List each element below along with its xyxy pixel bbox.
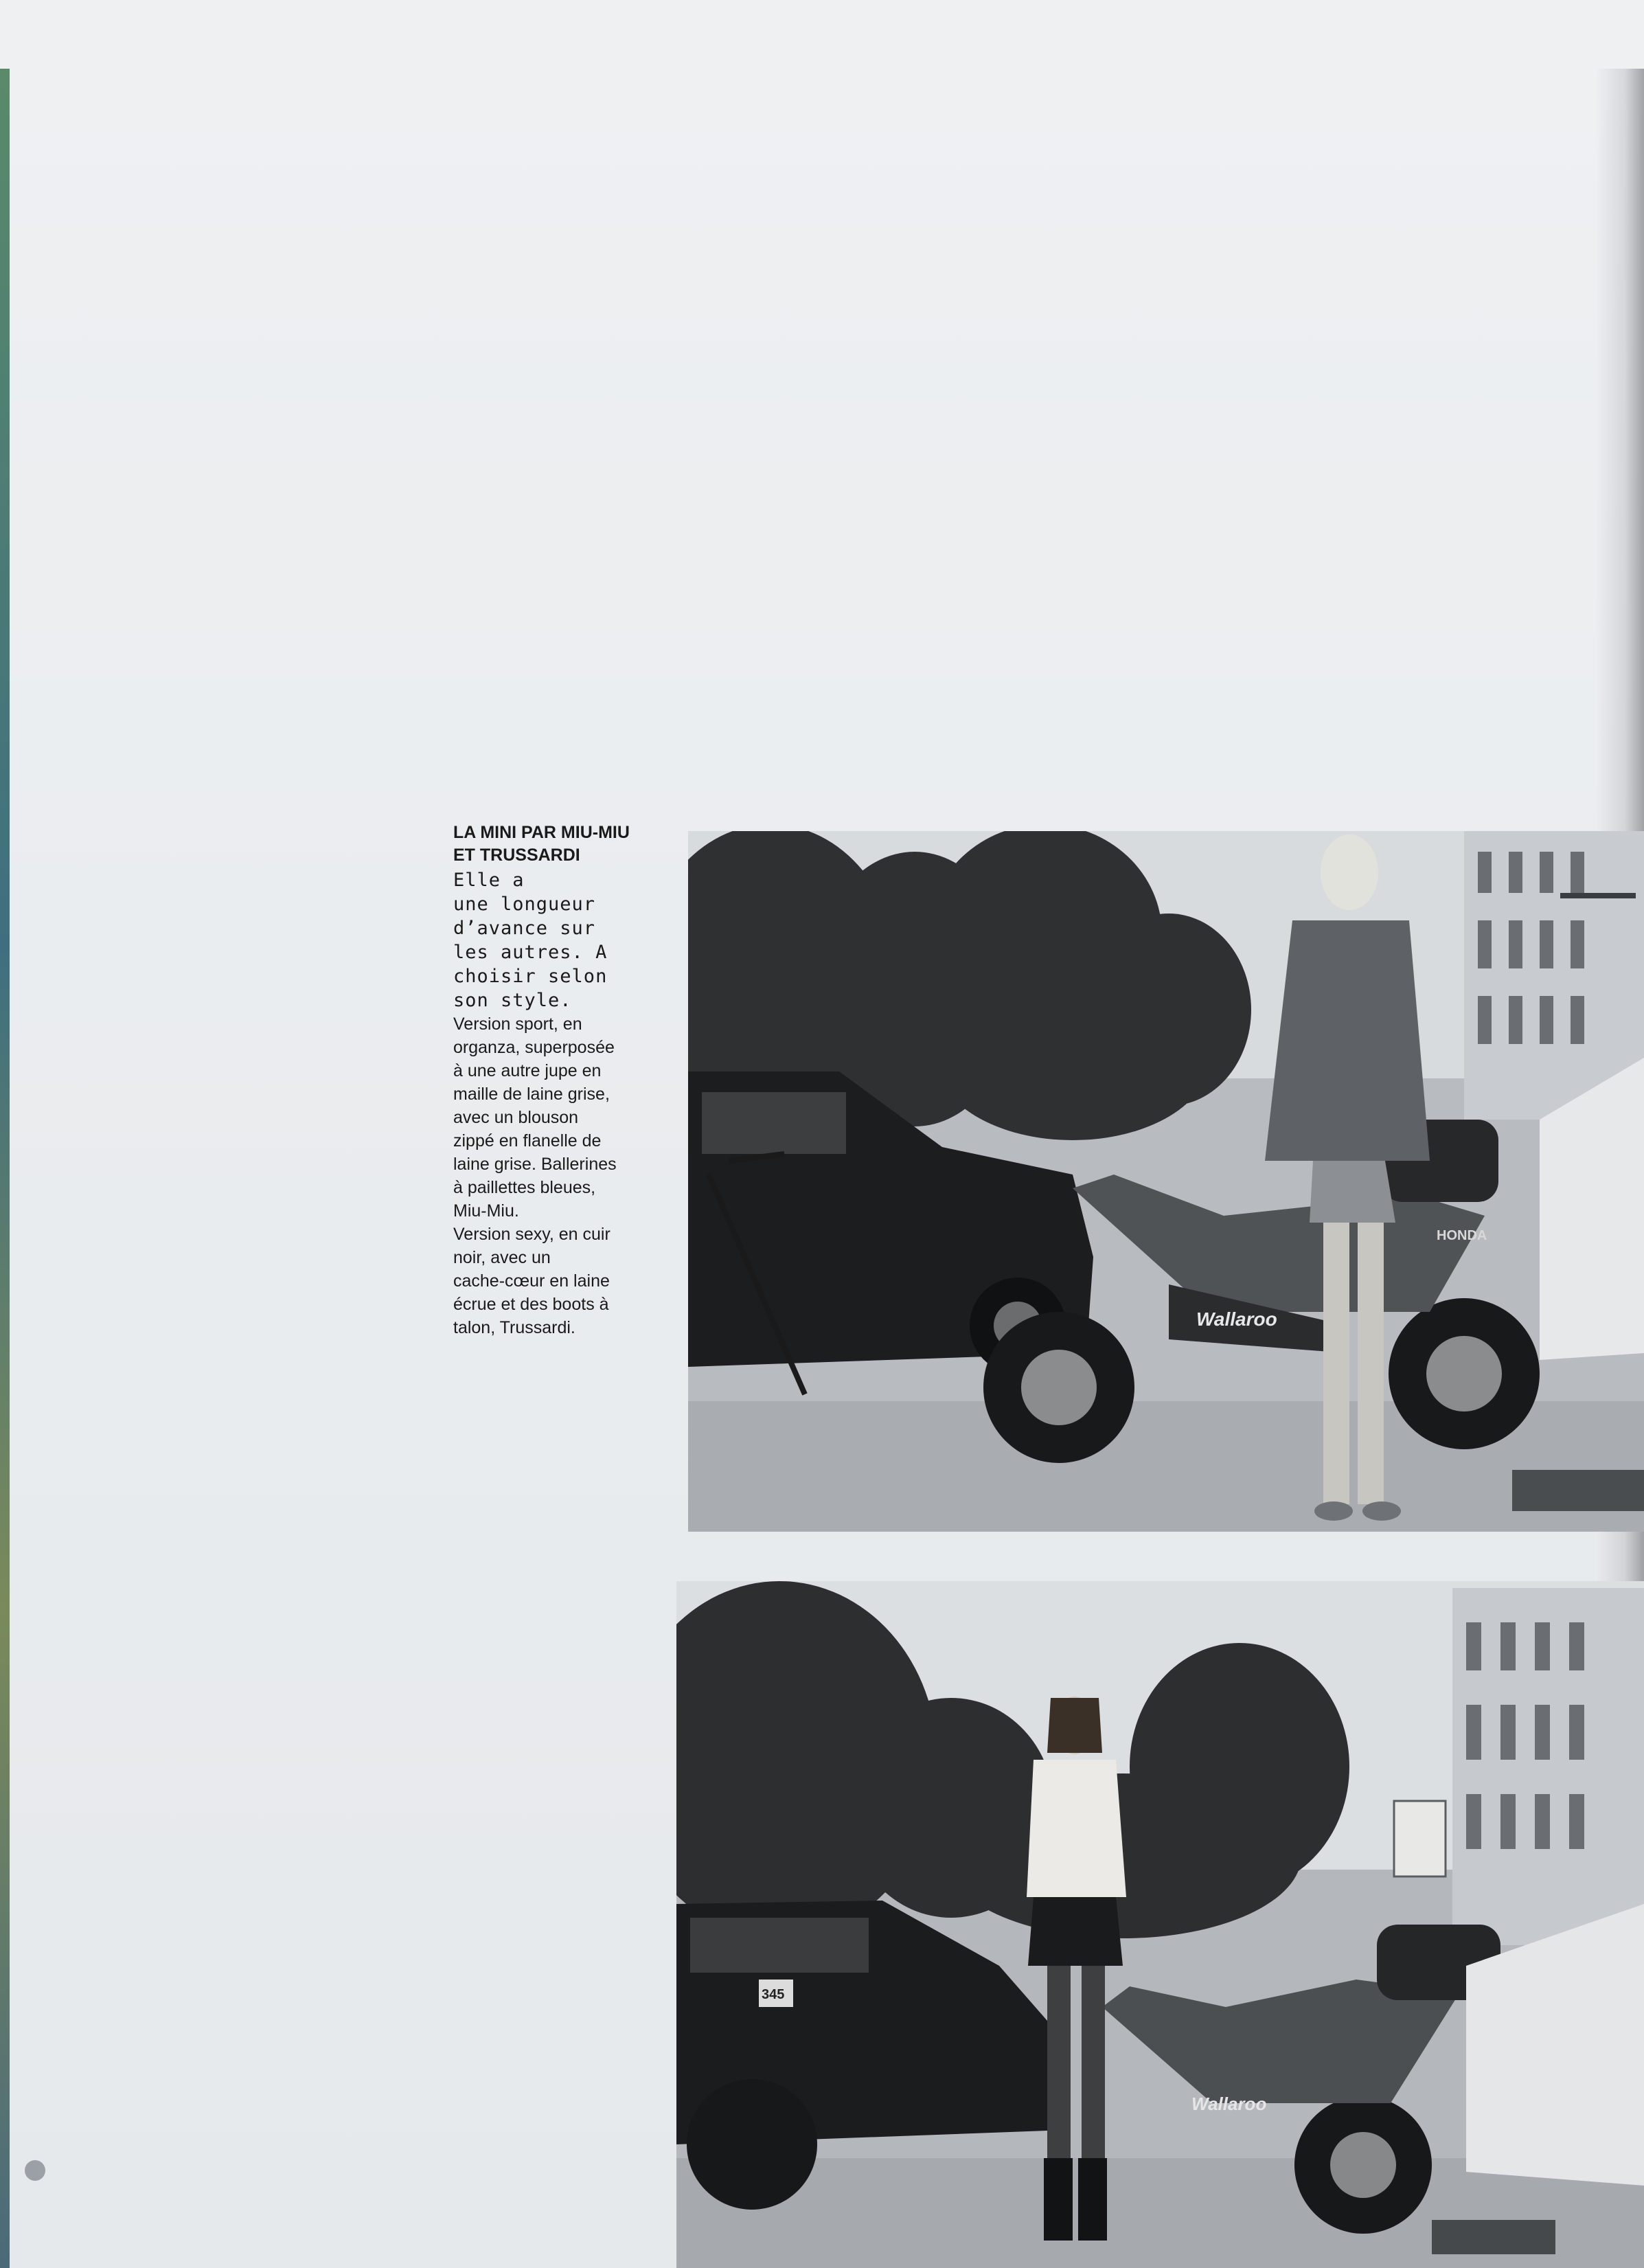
caption-body-line: noir, avec un: [453, 1248, 551, 1267]
caption-body-line: zippé en flanelle de: [453, 1131, 602, 1150]
caption-body-line: à une autre jupe en: [453, 1061, 602, 1080]
caption-lead-line: Elle a: [453, 870, 525, 891]
page-edge-strip: [0, 69, 10, 2268]
fashion-photo-sexy: [676, 1581, 1644, 2268]
caption-lead-line: d’avance sur: [453, 918, 596, 939]
caption-body-line: cache-cœur en laine: [453, 1271, 610, 1291]
caption-body-line: talon, Trussardi.: [453, 1318, 575, 1337]
caption-body-line: à paillettes bleues,: [453, 1178, 596, 1197]
caption-body-line: Version sexy, en cuir: [453, 1225, 610, 1244]
caption-title: [453, 821, 659, 867]
punch-mark: [25, 2160, 45, 2181]
caption-body-line: Miu-Miu.: [453, 1201, 519, 1221]
scooter-brand-text: Wallaroo: [1196, 1308, 1277, 1330]
caption-body-line: écrue et des boots à: [453, 1295, 609, 1314]
caption-block: [453, 821, 659, 1339]
fashion-photo-sport: [688, 831, 1644, 1532]
building-facade: [1452, 1588, 1644, 1945]
caption-lead: [453, 868, 659, 1012]
licence-plate-text: 345: [762, 1987, 785, 2002]
caption-body-line: maille de laine grise,: [453, 1085, 610, 1104]
helmet-case-brand-text: HONDA: [1437, 1228, 1487, 1243]
caption-body-line: avec un blouson: [453, 1108, 579, 1127]
caption-lead-line: les autres. A: [453, 942, 608, 963]
caption-lead-line: choisir selon: [453, 966, 608, 987]
caption-title-line: ET TRUSSARDI: [453, 846, 580, 865]
caption-body-line: organza, superposée: [453, 1038, 615, 1057]
caption-body-line: Version sport, en: [453, 1014, 582, 1034]
scooter-brand-text: Wallaroo: [1191, 2094, 1267, 2114]
caption-body: [453, 1012, 659, 1339]
caption-lead-line: une longueur: [453, 894, 596, 915]
caption-lead-line: son style.: [453, 990, 572, 1011]
caption-title-line: LA MINI PAR MIU-MIU: [453, 823, 630, 842]
caption-body-line: laine grise. Ballerines: [453, 1155, 617, 1174]
